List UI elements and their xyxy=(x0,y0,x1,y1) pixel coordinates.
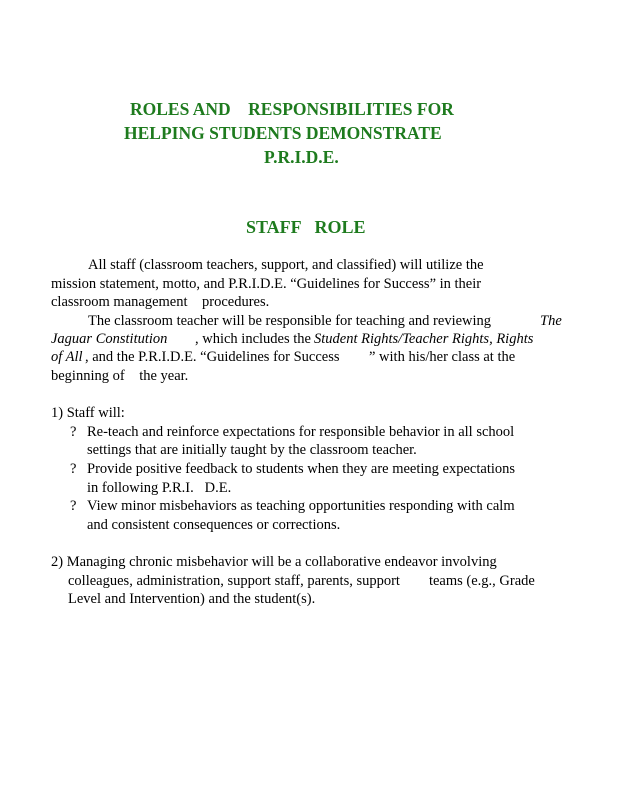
title-line-2: HELPING STUDENTS DEMONSTRATE xyxy=(124,123,442,143)
list-item-line: View minor misbehaviors as teaching opportunities responding with calm xyxy=(87,498,515,514)
bullet-icon: ? xyxy=(70,461,77,477)
paragraph-line: Level and Intervention) and the student(s). xyxy=(68,591,316,607)
paragraph-text: beginning of the year. xyxy=(51,368,189,384)
section-heading-staff-role: STAFF ROLE xyxy=(246,217,366,237)
title-line-3: P.R.I.D.E. xyxy=(264,147,339,167)
paragraph-italic-text: Jaguar Constitution xyxy=(51,331,168,347)
bullet-icon: ? xyxy=(70,498,77,514)
paragraph-line: All staff (classroom teachers, support, and classified) will utilize the xyxy=(88,257,484,273)
paragraph-text: ” with his/her class at the xyxy=(369,349,516,365)
list-item-line: Provide positive feedback to students when they are meeting expectations xyxy=(87,461,516,477)
paragraph-line: classroom management procedures. xyxy=(51,294,270,310)
paragraph-line: 2) Managing chronic misbehavior will be a collaborative endeavor involving xyxy=(51,554,497,570)
list-item-line: settings that are initially taught by the classroom teacher. xyxy=(87,442,417,458)
list-item-line: Re-teach and reinforce expectations for responsible behavior in all school xyxy=(87,424,515,440)
paragraph-italic-text: of All xyxy=(51,349,83,365)
list-heading: 1) Staff will: xyxy=(51,405,125,421)
bullet-icon: ? xyxy=(70,424,77,440)
list-item-line: and consistent consequences or corrections. xyxy=(87,517,341,533)
paragraph-text: , and the P.R.I.D.E. “Guidelines for Success xyxy=(85,349,340,365)
paragraph-text: , which includes the xyxy=(195,331,311,347)
list-item-line: in following P.R.I. D.E. xyxy=(87,480,232,496)
title-line-1: ROLES AND RESPONSIBILITIES FOR xyxy=(130,99,454,119)
paragraph-italic-text: The xyxy=(540,313,562,329)
paragraph-italic-text: Student Rights/Teacher Rights, Rights xyxy=(314,331,534,347)
paragraph-line: colleagues, administration, support staff, parents, support teams (e.g., Grade xyxy=(68,573,535,589)
paragraph-text: The classroom teacher will be responsible for teaching and reviewing xyxy=(88,313,492,329)
paragraph-line: mission statement, motto, and P.R.I.D.E. “Guidelines for Success” in their xyxy=(51,276,482,292)
